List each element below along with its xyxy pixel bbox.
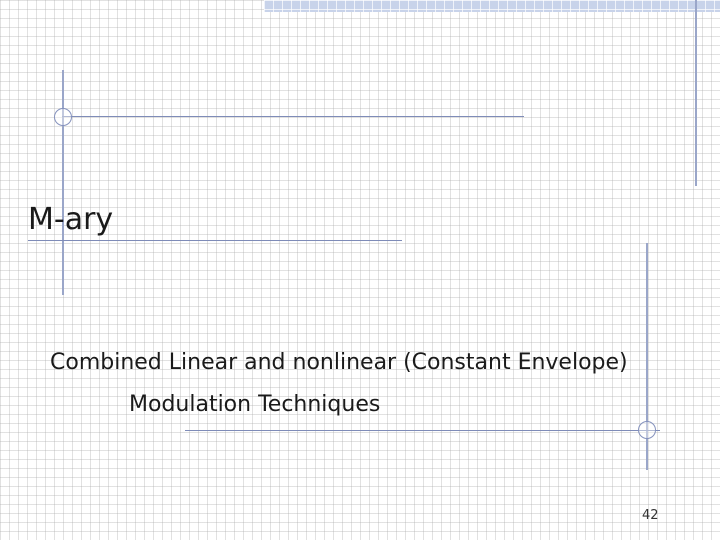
decor-circle-bottom-right (638, 421, 656, 439)
decor-circle-top-left (54, 108, 72, 126)
subtitle-line-1: Combined Linear and nonlinear (Constant Envelope) (50, 350, 628, 375)
slide-title: M-ary (28, 202, 114, 237)
decor-horizontal-line-top (62, 116, 524, 117)
decor-vertical-line-left (62, 70, 64, 295)
top-decor-bar (264, 0, 720, 12)
page-number: 42 (642, 508, 659, 523)
title-underline (28, 240, 402, 241)
decor-horizontal-line-bottom (185, 430, 660, 431)
decor-vertical-line-right (695, 0, 697, 186)
subtitle-line-2: Modulation Techniques (129, 392, 381, 417)
